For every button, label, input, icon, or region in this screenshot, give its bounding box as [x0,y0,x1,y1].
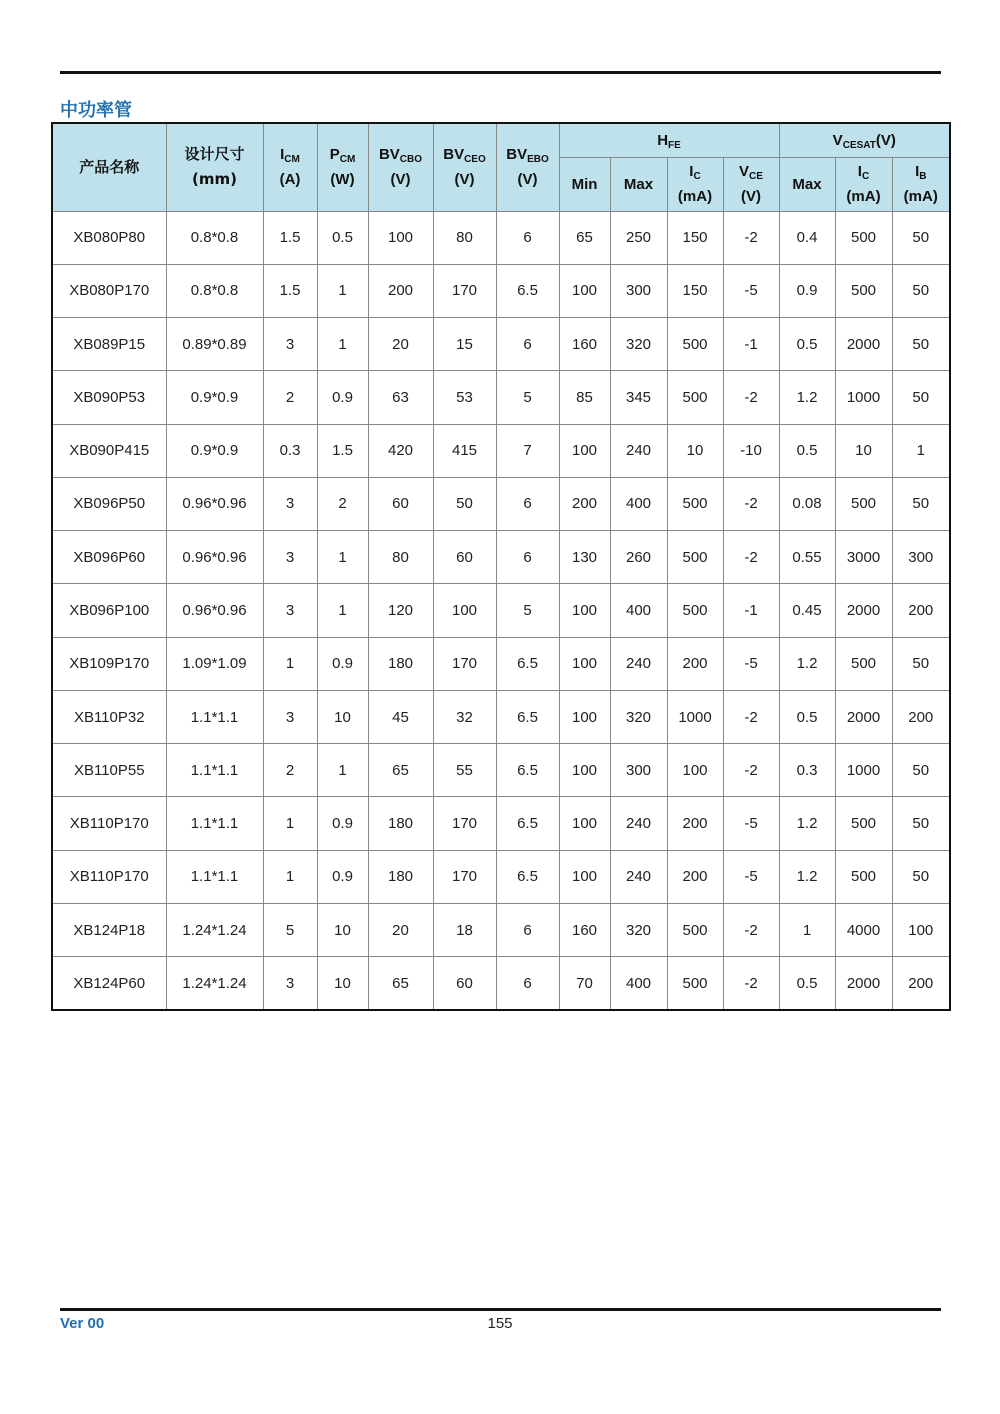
cell-vcesat-ib: 1 [892,424,950,477]
col-header-name: 产品名称 [52,123,166,211]
cell-hfe-ic: 200 [667,850,723,903]
cell-hfe-min: 100 [559,690,610,743]
cell-vcesat-ic: 500 [835,637,892,690]
cell-vcesat-max: 1.2 [779,637,835,690]
cell-name: XB096P100 [52,584,166,637]
cell-hfe-max: 320 [610,903,667,956]
cell-size: 0.9*0.9 [166,371,263,424]
page-number: 155 [487,1315,513,1332]
cell-icm: 3 [263,957,317,1010]
cell-bvebo: 6.5 [496,690,559,743]
cell-hfe-ic: 500 [667,957,723,1010]
cell-icm: 3 [263,318,317,371]
cell-bvcbo: 180 [368,637,433,690]
cell-bvceo: 60 [433,531,496,584]
cell-size: 1.1*1.1 [166,690,263,743]
cell-icm: 3 [263,584,317,637]
cell-icm: 3 [263,531,317,584]
cell-bvebo: 6 [496,903,559,956]
cell-vcesat-ib: 200 [892,584,950,637]
col-header-hfe-min: Min [559,157,610,211]
cell-bvcbo: 20 [368,318,433,371]
cell-size: 1.24*1.24 [166,903,263,956]
spec-table [51,122,951,1011]
cell-icm: 1 [263,797,317,850]
cell-hfe-ic: 200 [667,797,723,850]
cell-hfe-max: 240 [610,797,667,850]
cell-vcesat-ib: 200 [892,690,950,743]
cell-bvceo: 100 [433,584,496,637]
cell-name: XB089P15 [52,318,166,371]
cell-vcesat-ic: 2000 [835,318,892,371]
col-header-size: 设计尺寸 (mm) [166,123,263,211]
cell-size: 0.96*0.96 [166,531,263,584]
cell-hfe-max: 345 [610,371,667,424]
cell-bvebo: 5 [496,371,559,424]
cell-vcesat-ib: 50 [892,477,950,530]
cell-icm: 3 [263,477,317,530]
cell-pcm: 0.9 [317,371,368,424]
col-header-bvceo: $BV_{CEO}$ (V) [433,123,496,211]
table-row [52,584,950,637]
cell-hfe-ic: 500 [667,531,723,584]
cell-icm: 2 [263,371,317,424]
cell-pcm: 0.9 [317,797,368,850]
cell-hfe-vce: -10 [723,424,779,477]
cell-bvebo: 6 [496,318,559,371]
table-row [52,477,950,530]
cell-bvcbo: 100 [368,211,433,264]
cell-size: 0.96*0.96 [166,477,263,530]
table-row [52,318,950,371]
cell-name: XB110P170 [52,797,166,850]
cell-hfe-max: 240 [610,424,667,477]
cell-hfe-min: 130 [559,531,610,584]
cell-hfe-vce: -2 [723,957,779,1010]
cell-bvebo: 6 [496,211,559,264]
cell-hfe-ic: 100 [667,744,723,797]
cell-pcm: 10 [317,903,368,956]
cell-hfe-min: 200 [559,477,610,530]
cell-hfe-ic: 1000 [667,690,723,743]
cell-hfe-max: 240 [610,850,667,903]
cell-hfe-ic: 500 [667,584,723,637]
table-row [52,690,950,743]
cell-hfe-vce: -2 [723,531,779,584]
cell-size: 0.8*0.8 [166,211,263,264]
cell-vcesat-ic: 10 [835,424,892,477]
table-row [52,264,950,317]
cell-hfe-vce: -2 [723,477,779,530]
cell-bvebo: 6.5 [496,264,559,317]
cell-name: XB080P170 [52,264,166,317]
top-rule [60,71,941,74]
cell-pcm: 1 [317,318,368,371]
cell-bvebo: 6 [496,477,559,530]
cell-bvcbo: 65 [368,957,433,1010]
cell-name: XB090P53 [52,371,166,424]
cell-hfe-min: 65 [559,211,610,264]
cell-size: 1.24*1.24 [166,957,263,1010]
cell-size: 0.89*0.89 [166,318,263,371]
cell-vcesat-max: 1.2 [779,371,835,424]
cell-bvcbo: 420 [368,424,433,477]
cell-hfe-min: 100 [559,744,610,797]
cell-icm: 2 [263,744,317,797]
cell-hfe-vce: -5 [723,797,779,850]
cell-icm: 3 [263,690,317,743]
col-header-hfe-ic: $I_C$ (mA) [667,157,723,211]
cell-bvceo: 80 [433,211,496,264]
cell-vcesat-ib: 50 [892,744,950,797]
cell-name: XB124P60 [52,957,166,1010]
cell-pcm: 0.5 [317,211,368,264]
cell-pcm: 1 [317,531,368,584]
cell-size: 1.1*1.1 [166,744,263,797]
cell-hfe-min: 100 [559,637,610,690]
cell-name: XB109P170 [52,637,166,690]
cell-bvebo: 6 [496,531,559,584]
table-row [52,797,950,850]
cell-hfe-vce: -5 [723,850,779,903]
cell-pcm: 0.9 [317,850,368,903]
cell-bvcbo: 120 [368,584,433,637]
table-row [52,211,950,264]
cell-vcesat-max: 1.2 [779,850,835,903]
table-header [52,123,950,211]
cell-icm: 1.5 [263,264,317,317]
table-row [52,637,950,690]
cell-bvceo: 60 [433,957,496,1010]
cell-hfe-ic: 500 [667,371,723,424]
cell-vcesat-max: 0.55 [779,531,835,584]
cell-hfe-max: 320 [610,318,667,371]
cell-vcesat-max: 0.5 [779,424,835,477]
cell-size: 1.1*1.1 [166,850,263,903]
cell-size: 1.1*1.1 [166,797,263,850]
cell-pcm: 1 [317,744,368,797]
table-row [52,957,950,1010]
cell-vcesat-ib: 50 [892,637,950,690]
cell-vcesat-max: 0.5 [779,957,835,1010]
cell-vcesat-ic: 500 [835,850,892,903]
cell-vcesat-ic: 1000 [835,744,892,797]
cell-hfe-vce: -2 [723,903,779,956]
cell-hfe-ic: 150 [667,264,723,317]
cell-vcesat-max: 0.08 [779,477,835,530]
table-body [52,211,950,1010]
cell-hfe-vce: -5 [723,264,779,317]
cell-vcesat-ib: 50 [892,371,950,424]
col-header-hfe-max: Max [610,157,667,211]
table-row [52,850,950,903]
cell-name: XB096P60 [52,531,166,584]
col-header-bvcbo: $BV_{CBO}$ (V) [368,123,433,211]
cell-vcesat-ib: 50 [892,318,950,371]
cell-hfe-min: 85 [559,371,610,424]
cell-name: XB110P170 [52,850,166,903]
cell-hfe-ic: 500 [667,477,723,530]
cell-size: 1.09*1.09 [166,637,263,690]
cell-bvceo: 415 [433,424,496,477]
cell-hfe-max: 400 [610,477,667,530]
table-row [52,744,950,797]
cell-hfe-min: 160 [559,318,610,371]
cell-hfe-ic: 500 [667,903,723,956]
cell-vcesat-ic: 4000 [835,903,892,956]
cell-hfe-min: 100 [559,264,610,317]
cell-bvcbo: 200 [368,264,433,317]
cell-vcesat-ic: 500 [835,211,892,264]
cell-hfe-ic: 10 [667,424,723,477]
table-row [52,531,950,584]
cell-size: 0.9*0.9 [166,424,263,477]
col-group-vcesat: $V_{CESAT}(V)$ [779,123,950,157]
col-header-pcm: $P_{CM}$ (W) [317,123,368,211]
cell-hfe-ic: 500 [667,318,723,371]
cell-vcesat-ic: 2000 [835,690,892,743]
cell-vcesat-max: 0.9 [779,264,835,317]
cell-hfe-ic: 150 [667,211,723,264]
cell-bvcbo: 65 [368,744,433,797]
cell-bvceo: 18 [433,903,496,956]
cell-hfe-vce: -2 [723,211,779,264]
cell-hfe-max: 400 [610,957,667,1010]
table-row [52,903,950,956]
col-header-vcesat-max: Max [779,157,835,211]
col-header-vcesat-ib: $I_B$ (mA) [892,157,950,211]
col-header-bvebo: $BV_{EBO}$ (V) [496,123,559,211]
cell-bvebo: 6.5 [496,850,559,903]
cell-vcesat-max: 1 [779,903,835,956]
cell-hfe-max: 320 [610,690,667,743]
cell-icm: 1 [263,850,317,903]
cell-name: XB080P80 [52,211,166,264]
cell-bvceo: 170 [433,850,496,903]
cell-pcm: 1 [317,264,368,317]
cell-hfe-max: 300 [610,744,667,797]
cell-icm: 5 [263,903,317,956]
section-title: 中功率管 [60,100,132,121]
cell-hfe-vce: -1 [723,318,779,371]
cell-hfe-min: 100 [559,584,610,637]
cell-hfe-min: 100 [559,850,610,903]
cell-icm: 1 [263,637,317,690]
cell-bvcbo: 63 [368,371,433,424]
cell-bvceo: 170 [433,797,496,850]
cell-size: 0.8*0.8 [166,264,263,317]
cell-vcesat-ic: 3000 [835,531,892,584]
cell-name: XB110P55 [52,744,166,797]
cell-vcesat-max: 0.4 [779,211,835,264]
cell-vcesat-ib: 50 [892,264,950,317]
cell-name: XB090P415 [52,424,166,477]
cell-bvebo: 6.5 [496,797,559,850]
cell-vcesat-ic: 1000 [835,371,892,424]
cell-vcesat-max: 0.45 [779,584,835,637]
table-row [52,371,950,424]
cell-bvebo: 6.5 [496,744,559,797]
cell-bvebo: 7 [496,424,559,477]
cell-vcesat-ic: 2000 [835,957,892,1010]
cell-bvcbo: 180 [368,797,433,850]
cell-pcm: 1.5 [317,424,368,477]
cell-vcesat-ib: 300 [892,531,950,584]
cell-hfe-min: 70 [559,957,610,1010]
cell-pcm: 0.9 [317,637,368,690]
cell-pcm: 10 [317,957,368,1010]
cell-vcesat-max: 0.5 [779,318,835,371]
cell-bvcbo: 20 [368,903,433,956]
cell-name: XB110P32 [52,690,166,743]
cell-pcm: 10 [317,690,368,743]
cell-bvebo: 6.5 [496,637,559,690]
cell-bvceo: 15 [433,318,496,371]
cell-hfe-max: 240 [610,637,667,690]
bottom-rule [60,1308,941,1311]
col-header-icm: $I_{CM}$ (A) [263,123,317,211]
version-label: Ver 00 [60,1315,105,1332]
cell-bvceo: 170 [433,637,496,690]
cell-bvebo: 6 [496,957,559,1010]
cell-vcesat-max: 1.2 [779,797,835,850]
col-group-hfe: $H_{FE}$ [559,123,779,157]
cell-vcesat-ib: 50 [892,850,950,903]
cell-vcesat-ib: 200 [892,957,950,1010]
cell-vcesat-ib: 50 [892,211,950,264]
cell-hfe-ic: 200 [667,637,723,690]
cell-bvcbo: 80 [368,531,433,584]
cell-hfe-vce: -2 [723,744,779,797]
cell-bvceo: 32 [433,690,496,743]
col-header-vcesat-ic: $I_C$ (mA) [835,157,892,211]
cell-bvcbo: 45 [368,690,433,743]
cell-hfe-vce: -2 [723,690,779,743]
cell-vcesat-ic: 500 [835,797,892,850]
cell-hfe-max: 260 [610,531,667,584]
cell-hfe-vce: -2 [723,371,779,424]
cell-bvcbo: 180 [368,850,433,903]
cell-vcesat-max: 0.3 [779,744,835,797]
cell-vcesat-ic: 500 [835,264,892,317]
cell-size: 0.96*0.96 [166,584,263,637]
cell-pcm: 1 [317,584,368,637]
cell-hfe-max: 400 [610,584,667,637]
cell-vcesat-ic: 2000 [835,584,892,637]
cell-icm: 1.5 [263,211,317,264]
cell-vcesat-ic: 500 [835,477,892,530]
cell-bvceo: 50 [433,477,496,530]
cell-name: XB124P18 [52,903,166,956]
cell-bvceo: 55 [433,744,496,797]
cell-hfe-min: 100 [559,797,610,850]
cell-name: XB096P50 [52,477,166,530]
cell-vcesat-ib: 50 [892,797,950,850]
cell-hfe-max: 300 [610,264,667,317]
cell-icm: 0.3 [263,424,317,477]
cell-bvcbo: 60 [368,477,433,530]
cell-vcesat-ib: 100 [892,903,950,956]
cell-hfe-min: 160 [559,903,610,956]
table-row [52,424,950,477]
cell-hfe-min: 100 [559,424,610,477]
cell-hfe-max: 250 [610,211,667,264]
cell-bvceo: 53 [433,371,496,424]
cell-hfe-vce: -1 [723,584,779,637]
cell-pcm: 2 [317,477,368,530]
col-header-hfe-vce: $V_{CE}$ (V) [723,157,779,211]
cell-bvceo: 170 [433,264,496,317]
cell-bvebo: 5 [496,584,559,637]
cell-hfe-vce: -5 [723,637,779,690]
cell-vcesat-max: 0.5 [779,690,835,743]
